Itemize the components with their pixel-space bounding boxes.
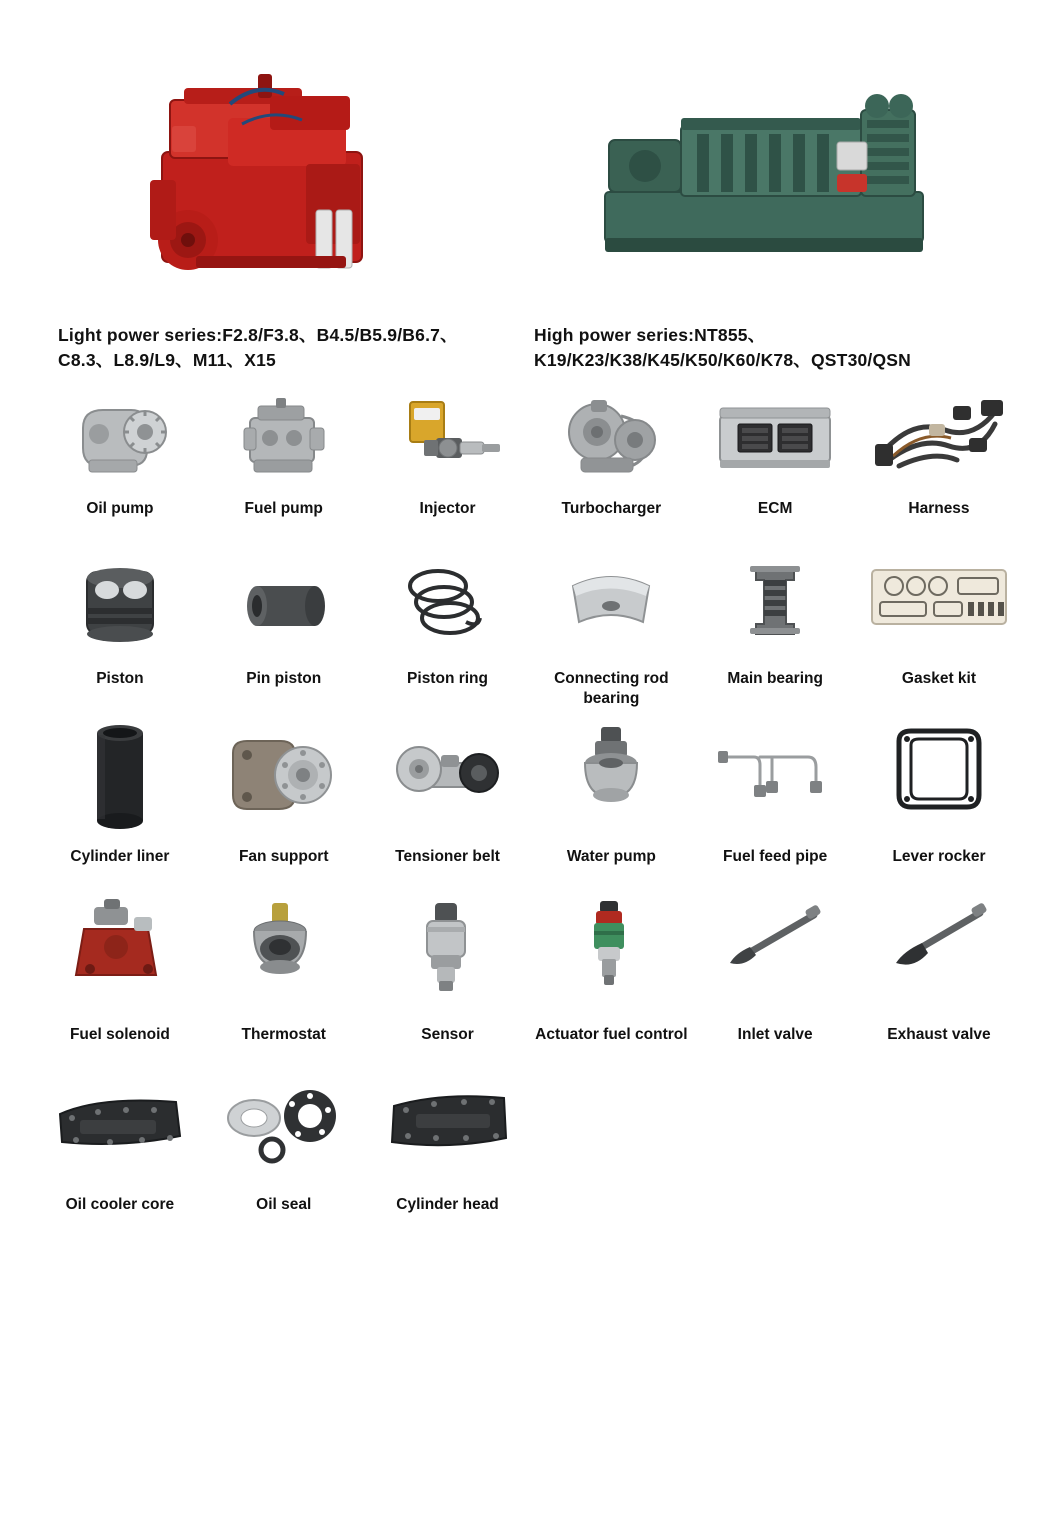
part-label: Actuator fuel control xyxy=(535,1025,688,1043)
cylinder-head-image xyxy=(366,1075,530,1185)
part-item-piston-ring[interactable] xyxy=(366,541,530,711)
sensor-icon xyxy=(393,897,503,1015)
part-label: Cylinder liner xyxy=(70,847,170,865)
part-item-sensor[interactable] xyxy=(366,889,530,1067)
part-label: Fan support xyxy=(238,847,329,865)
actuator-fuel-control-image xyxy=(529,897,693,1015)
engine-series-card-light xyxy=(40,55,510,373)
piston-image xyxy=(38,549,202,659)
oil-cooler-core-image xyxy=(38,1075,202,1185)
part-item-connecting-rod-bearing[interactable] xyxy=(529,541,693,711)
turbocharger-icon xyxy=(551,394,671,484)
high-power-series-caption: High power series:NT855、K19/K23/K38/K45/K50/K60/K78、QST30/QSN xyxy=(534,325,912,370)
part-label: Thermostat xyxy=(241,1025,326,1043)
tensioner-belt-image xyxy=(366,719,530,837)
part-label: Lever rocker xyxy=(892,847,986,865)
pin-piston-image xyxy=(202,549,366,659)
harness-icon xyxy=(869,394,1009,484)
part-label: Gasket kit xyxy=(901,669,977,687)
exhaust-valve-icon xyxy=(874,897,1004,1015)
pin-piston-icon xyxy=(229,556,339,652)
fuel-solenoid-icon xyxy=(60,897,180,1015)
actuator-fuel-control-icon xyxy=(556,897,666,1015)
connecting-rod-bearing-icon xyxy=(551,556,671,652)
oil-seal-image xyxy=(202,1075,366,1185)
part-item-oil-seal[interactable] xyxy=(202,1067,366,1237)
part-item-injector[interactable] xyxy=(366,381,530,541)
part-item-empty xyxy=(693,1067,857,1237)
part-label: Fuel feed pipe xyxy=(723,847,828,865)
part-item-fuel-pump[interactable] xyxy=(202,381,366,541)
cylinder-liner-icon xyxy=(65,719,175,837)
lever-rocker-image xyxy=(857,719,1021,837)
parts-catalog-grid xyxy=(0,373,1059,1237)
part-label: Turbocharger xyxy=(561,499,662,517)
part-item-gasket-kit[interactable] xyxy=(857,541,1021,711)
part-label: Fuel pump xyxy=(244,499,323,517)
piston-ring-icon xyxy=(388,556,508,652)
oil-pump-icon xyxy=(65,394,175,484)
engine-series-section xyxy=(0,0,1059,373)
part-label: Piston ring xyxy=(407,669,488,687)
gasket-kit-image xyxy=(857,549,1021,659)
connecting-rod-bearing-image xyxy=(529,549,693,659)
part-label: Fuel solenoid xyxy=(69,1025,170,1043)
part-label: Pin piston xyxy=(246,669,322,687)
part-label: Sensor xyxy=(421,1025,474,1043)
part-item-thermostat[interactable] xyxy=(202,889,366,1067)
part-item-actuator-fuel-control[interactable] xyxy=(529,889,693,1067)
part-label: Oil cooler core xyxy=(65,1195,175,1213)
ecm-image xyxy=(693,389,857,489)
part-label: ECM xyxy=(757,499,793,517)
oil-cooler-core-icon xyxy=(50,1078,190,1182)
fan-support-image xyxy=(202,719,366,837)
engine-series-card-high xyxy=(530,55,1000,373)
part-label: Injector xyxy=(419,499,476,517)
part-item-fuel-solenoid[interactable] xyxy=(38,889,202,1067)
sensor-image xyxy=(366,897,530,1015)
part-label: Oil seal xyxy=(256,1195,312,1213)
part-item-pin-piston[interactable] xyxy=(202,541,366,711)
injector-icon xyxy=(388,394,508,484)
part-item-oil-cooler-core[interactable] xyxy=(38,1067,202,1237)
red-diesel-engine-icon xyxy=(110,60,440,300)
part-item-turbocharger[interactable] xyxy=(529,381,693,541)
parts-row xyxy=(38,1067,1021,1237)
fuel-pump-image xyxy=(202,389,366,489)
part-item-harness[interactable] xyxy=(857,381,1021,541)
part-item-main-bearing[interactable] xyxy=(693,541,857,711)
part-label: Exhaust valve xyxy=(887,1025,991,1043)
part-label: Oil pump xyxy=(86,499,154,517)
oil-seal-icon xyxy=(214,1078,354,1182)
part-item-cylinder-head[interactable] xyxy=(366,1067,530,1237)
piston-icon xyxy=(65,556,175,652)
exhaust-valve-image xyxy=(857,897,1021,1015)
light-power-engine-image xyxy=(40,55,510,305)
inlet-valve-icon xyxy=(710,897,840,1015)
tensioner-belt-icon xyxy=(383,719,513,837)
thermostat-icon xyxy=(224,897,344,1015)
piston-ring-image xyxy=(366,549,530,659)
harness-image xyxy=(857,389,1021,489)
part-item-tensioner-belt[interactable] xyxy=(366,711,530,889)
main-bearing-icon xyxy=(720,556,830,652)
fuel-feed-pipe-image xyxy=(693,719,857,837)
cylinder-head-icon xyxy=(378,1078,518,1182)
part-item-empty xyxy=(857,1067,1021,1237)
part-item-piston[interactable] xyxy=(38,541,202,711)
thermostat-image xyxy=(202,897,366,1015)
part-item-inlet-valve[interactable] xyxy=(693,889,857,1067)
part-item-cylinder-liner[interactable] xyxy=(38,711,202,889)
part-label: Harness xyxy=(908,499,970,517)
cylinder-liner-image xyxy=(38,719,202,837)
fuel-pump-icon xyxy=(224,394,344,484)
parts-row xyxy=(38,541,1021,711)
part-item-water-pump[interactable] xyxy=(529,711,693,889)
lever-rocker-icon xyxy=(879,719,999,837)
part-item-lever-rocker[interactable] xyxy=(857,711,1021,889)
light-power-series-caption: Light power series:F2.8/F3.8、B4.5/B5.9/B6.7、C8.3、L8.9/L9、M11、X15 xyxy=(58,325,458,370)
fuel-solenoid-image xyxy=(38,897,202,1015)
parts-row xyxy=(38,889,1021,1067)
turbocharger-image xyxy=(529,389,693,489)
injector-image xyxy=(366,389,530,489)
parts-row xyxy=(38,711,1021,889)
water-pump-icon xyxy=(551,719,671,837)
water-pump-image xyxy=(529,719,693,837)
part-label: Cylinder head xyxy=(396,1195,499,1213)
part-item-fan-support[interactable] xyxy=(202,711,366,889)
part-label: Main bearing xyxy=(727,669,823,687)
part-label: Inlet valve xyxy=(737,1025,813,1043)
gasket-kit-icon xyxy=(864,556,1014,652)
part-label: Water pump xyxy=(566,847,656,865)
part-item-fuel-feed-pipe[interactable] xyxy=(693,711,857,889)
green-diesel-engine-icon xyxy=(585,80,945,280)
oil-pump-image xyxy=(38,389,202,489)
main-bearing-image xyxy=(693,549,857,659)
high-power-engine-image xyxy=(530,55,1000,305)
part-item-exhaust-valve[interactable] xyxy=(857,889,1021,1067)
fuel-feed-pipe-icon xyxy=(710,719,840,837)
part-label: Piston xyxy=(96,669,144,687)
part-item-ecm[interactable] xyxy=(693,381,857,541)
parts-row xyxy=(38,381,1021,541)
fan-support-icon xyxy=(219,719,349,837)
part-item-empty xyxy=(529,1067,693,1237)
part-label: Connecting rod bearing xyxy=(554,669,669,707)
part-item-oil-pump[interactable] xyxy=(38,381,202,541)
ecm-icon xyxy=(710,394,840,484)
part-label: Tensioner belt xyxy=(395,847,500,865)
inlet-valve-image xyxy=(693,897,857,1015)
